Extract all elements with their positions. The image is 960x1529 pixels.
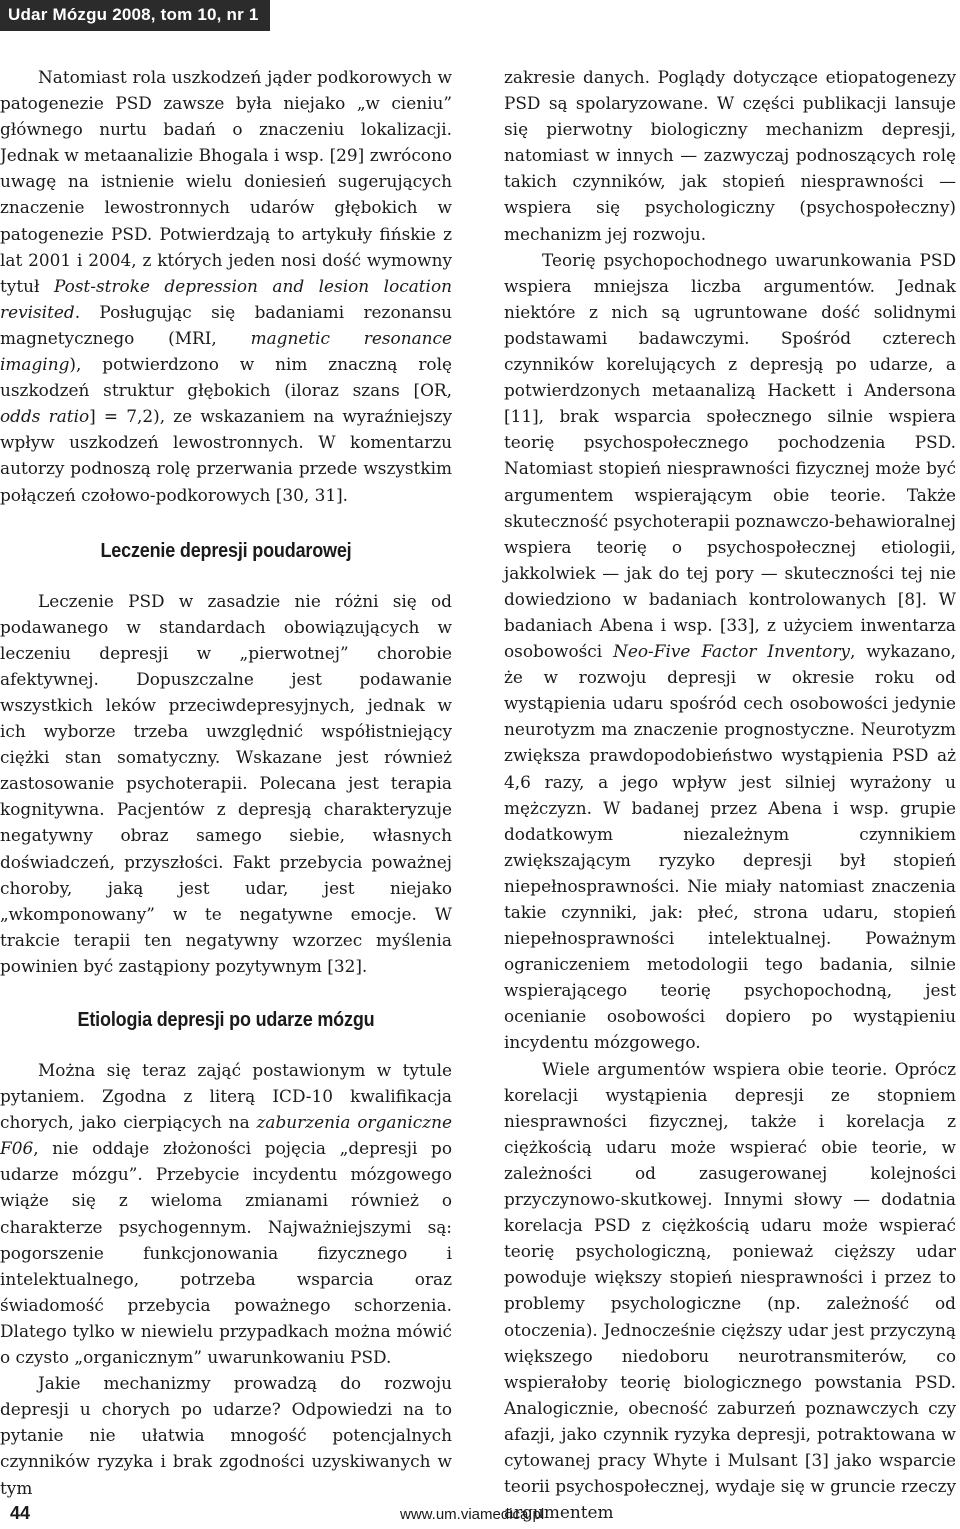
text-run: Można się teraz zająć postawionym w tytule pytaniem. Zgodna z literą ICD-10 kwalifikacja chorych, jako cierpiących na xyxy=(0,1060,452,1133)
paragraph xyxy=(504,247,956,1056)
running-head: Udar Mózgu 2008, tom 10, nr 1 xyxy=(0,0,270,31)
text-run: , nie oddaje złożoności pojęcia „depresji po udarze mózgu”. Przebycie incydentu mózgowego wiąże się z wieloma zmianami również o charakterze psychogennym. Najważniejszymi są: pogorszenie funkcjonowania fizycznego i intelektualnego, potrzeba wsparcia oraz świadomość przebycia poważnego schorzenia. Dlatego tylko w niewielu przypadkach można mówić o czysto „organicznym” uwarunkowaniu PSD. xyxy=(0,1138,452,1368)
paragraph xyxy=(0,1057,452,1370)
text-run: ), potwierdzono w nim znaczną rolę uszkodzeń struktur głębokich (iloraz szans [OR, xyxy=(0,354,452,401)
text-run: Teorię psychopochodnego uwarunkowania PSD wspiera mniejsza liczba argumentów. Jednak niektóre z nich są ugruntowane dość solidnymi podstawami badawczymi. Spośród czterech czynników korelujących z depresją po udarze, a potwierdzonych metaanalizą Hackett i Andersona [11], brak wsparcia społecznego silnie wspiera teorię psychospołecznego pochodzenia PSD. Natomiast stopień niesprawności fizycznej może być argumentem wspierającym obie teorie. Także skuteczność psychoterapii poznawczo-behawioralnej wspiera teorię o psychospołecznej etiologii, jakkolwiek — jak do tej pory — skuteczności tej nie dowiedziono w badaniach kontrolowanych [8]. W badaniach Abena i wsp. [33], z użyciem inwentarza osobowości xyxy=(504,249,956,662)
section-heading: Etiologia depresji po udarze mózgu xyxy=(77,1009,375,1031)
paragraph xyxy=(0,64,452,508)
text-run: ] = 7,2), ze wskazaniem na wyraźniejszy wpływ uszkodzeń lewostronnych. W komentarzu autorzy podnoszą rolę przerwania przede wszystkim połączeń czołowo-podkorowych [30, 31]. xyxy=(0,406,452,505)
paragraph: Wiele argumentów wspiera obie teorie. Oprócz korelacji wystąpienia depresji ze stopniem niesprawności fizycznej, także i korelacja z ciężkością udaru może wspierać obie teorie, w zależności od zasugerowanej kolejności przyczynowo-skutkowej. Innymi słowy — dodatnia korelacja PSD z ciężkością udaru może wspierać teorię psychologiczną, ponieważ cięższy udar powoduje większy stopień niesprawności i przez to problemy psychologiczne (np. zależność od otoczenia). Jednocześnie cięższy udar jest przyczyną większego niedoboru neurotransmiterów, co wspierałoby teorię biologicznego powstania PSD. Analogicznie, obecność zaburzeń poznawczych czy afazji, jako czynnik ryzyka depresji, potraktowana w cytowanej pracy Whyte i Mulsant [3] jako wsparcie teorii psychospołecznej, wydaje się w gruncie rzeczy argumentem xyxy=(504,1058,956,1523)
italic-run: zaburzenia organiczne F06 xyxy=(0,1112,452,1159)
text-run: Natomiast rola uszkodzeń jąder podkorowych w patogenezie PSD zawsze była niejako „w cieniu” głównego nurtu badań o znaczeniu lokalizacji. Jednak w metaanalizie Bhogala i wsp. [29] zwrócono uwagę na istnienie wielu doniesień sugerujących znaczenie lewostronnych udarów głębokich w patogenezie PSD. Potwierdzają to artykuły fińskie z lat 2001 i 2004, z których jeden nosi dość wymowny tytuł xyxy=(0,67,452,296)
italic-run: magnetic resonance imaging xyxy=(0,327,452,375)
paragraph: Leczenie PSD w zasadzie nie różni się od podawanego w standardach obowiązujących w leczeniu depresji w „pierwotnej” chorobie afektywnej. Dopuszczalne jest podawanie wszystkich leków przeciwdepresyjnych, jednak w ich wyborze trzeba uwzględnić współistniejący ciężki stan somatyczny. Wskazane jest również zastosowanie psychoterapii. Polecana jest terapia kognitywna. Pacjentów z depresją charakteryzuje negatywny obraz samego siebie, własnych doświadczeń, przyszłości. Fakt przebycia poważnej choroby, jaką jest udar, jest niejako „wkomponowany” w te negatywne emocje. W trakcie terapii ten negatywny wzorzec myślenia powinien być zastąpiony pozytywnym [32]. xyxy=(0,590,452,976)
paragraph: zakresie danych. Poglądy dotyczące etiopatogenezy PSD są spolaryzowane. W części publikacji lansuje się pierwotny biologiczny mechanizm depresji, natomiast w innych — zazwyczaj podnoszących rolę takich czynników, jak stopień niesprawności — wspiera się psychologiczny (psychospołeczny) mechanizm jej rozwoju. xyxy=(504,67,956,244)
left-column xyxy=(0,64,452,1501)
page-number: 44 xyxy=(9,1503,31,1523)
italic-run: Post-stroke depression and lesion location revisited xyxy=(0,275,453,322)
text-run: , wykazano, że w rozwoju depresji w okresie roku od wystąpienia udaru spośród cech osobowości jedynie neurotyzm ma znaczenie prognostyczne. Neurotyzm zwiększa prawdopodobieństwo wystąpienia PSD aż 4,6 razy, a jego wpływ jest silniej wyrażony u mężczyzn. W badanej przez Abena i wsp. grupie dodatkowym niezależnym czynnikiem zwiększającym ryzyko depresji był stopień niepełnosprawności. Nie miały natomiast znaczenia takie czynniki, jak: płeć, strona udaru, stopień niepełnosprawności intelektualnej. Poważnym ograniczeniem metodologii tego badania, silnie wspierającego teorię psychopochodną, jest ocenianie osobowości dopiero po wystąpieniu incydentu mózgowego. xyxy=(504,641,956,1053)
right-column xyxy=(504,64,956,1525)
italic-run: Neo-Five Factor Inventory xyxy=(613,641,850,662)
footer-url: www.um.viamedica.pl xyxy=(400,1506,545,1523)
italic-run: odds ratio xyxy=(0,406,90,427)
section-heading: Leczenie depresji poudarowej xyxy=(100,539,352,562)
text-run: . Posługując się badaniami rezonansu magnetycznego (MRI, xyxy=(0,301,452,348)
paragraph: Jakie mechanizmy prowadzą do rozwoju depresji u chorych po udarze? Odpowiedzi na to pytanie nie ułatwia mnogość potencjalnych czynników ryzyka i brak zgodności uzyskiwanych w tym xyxy=(0,1373,452,1498)
